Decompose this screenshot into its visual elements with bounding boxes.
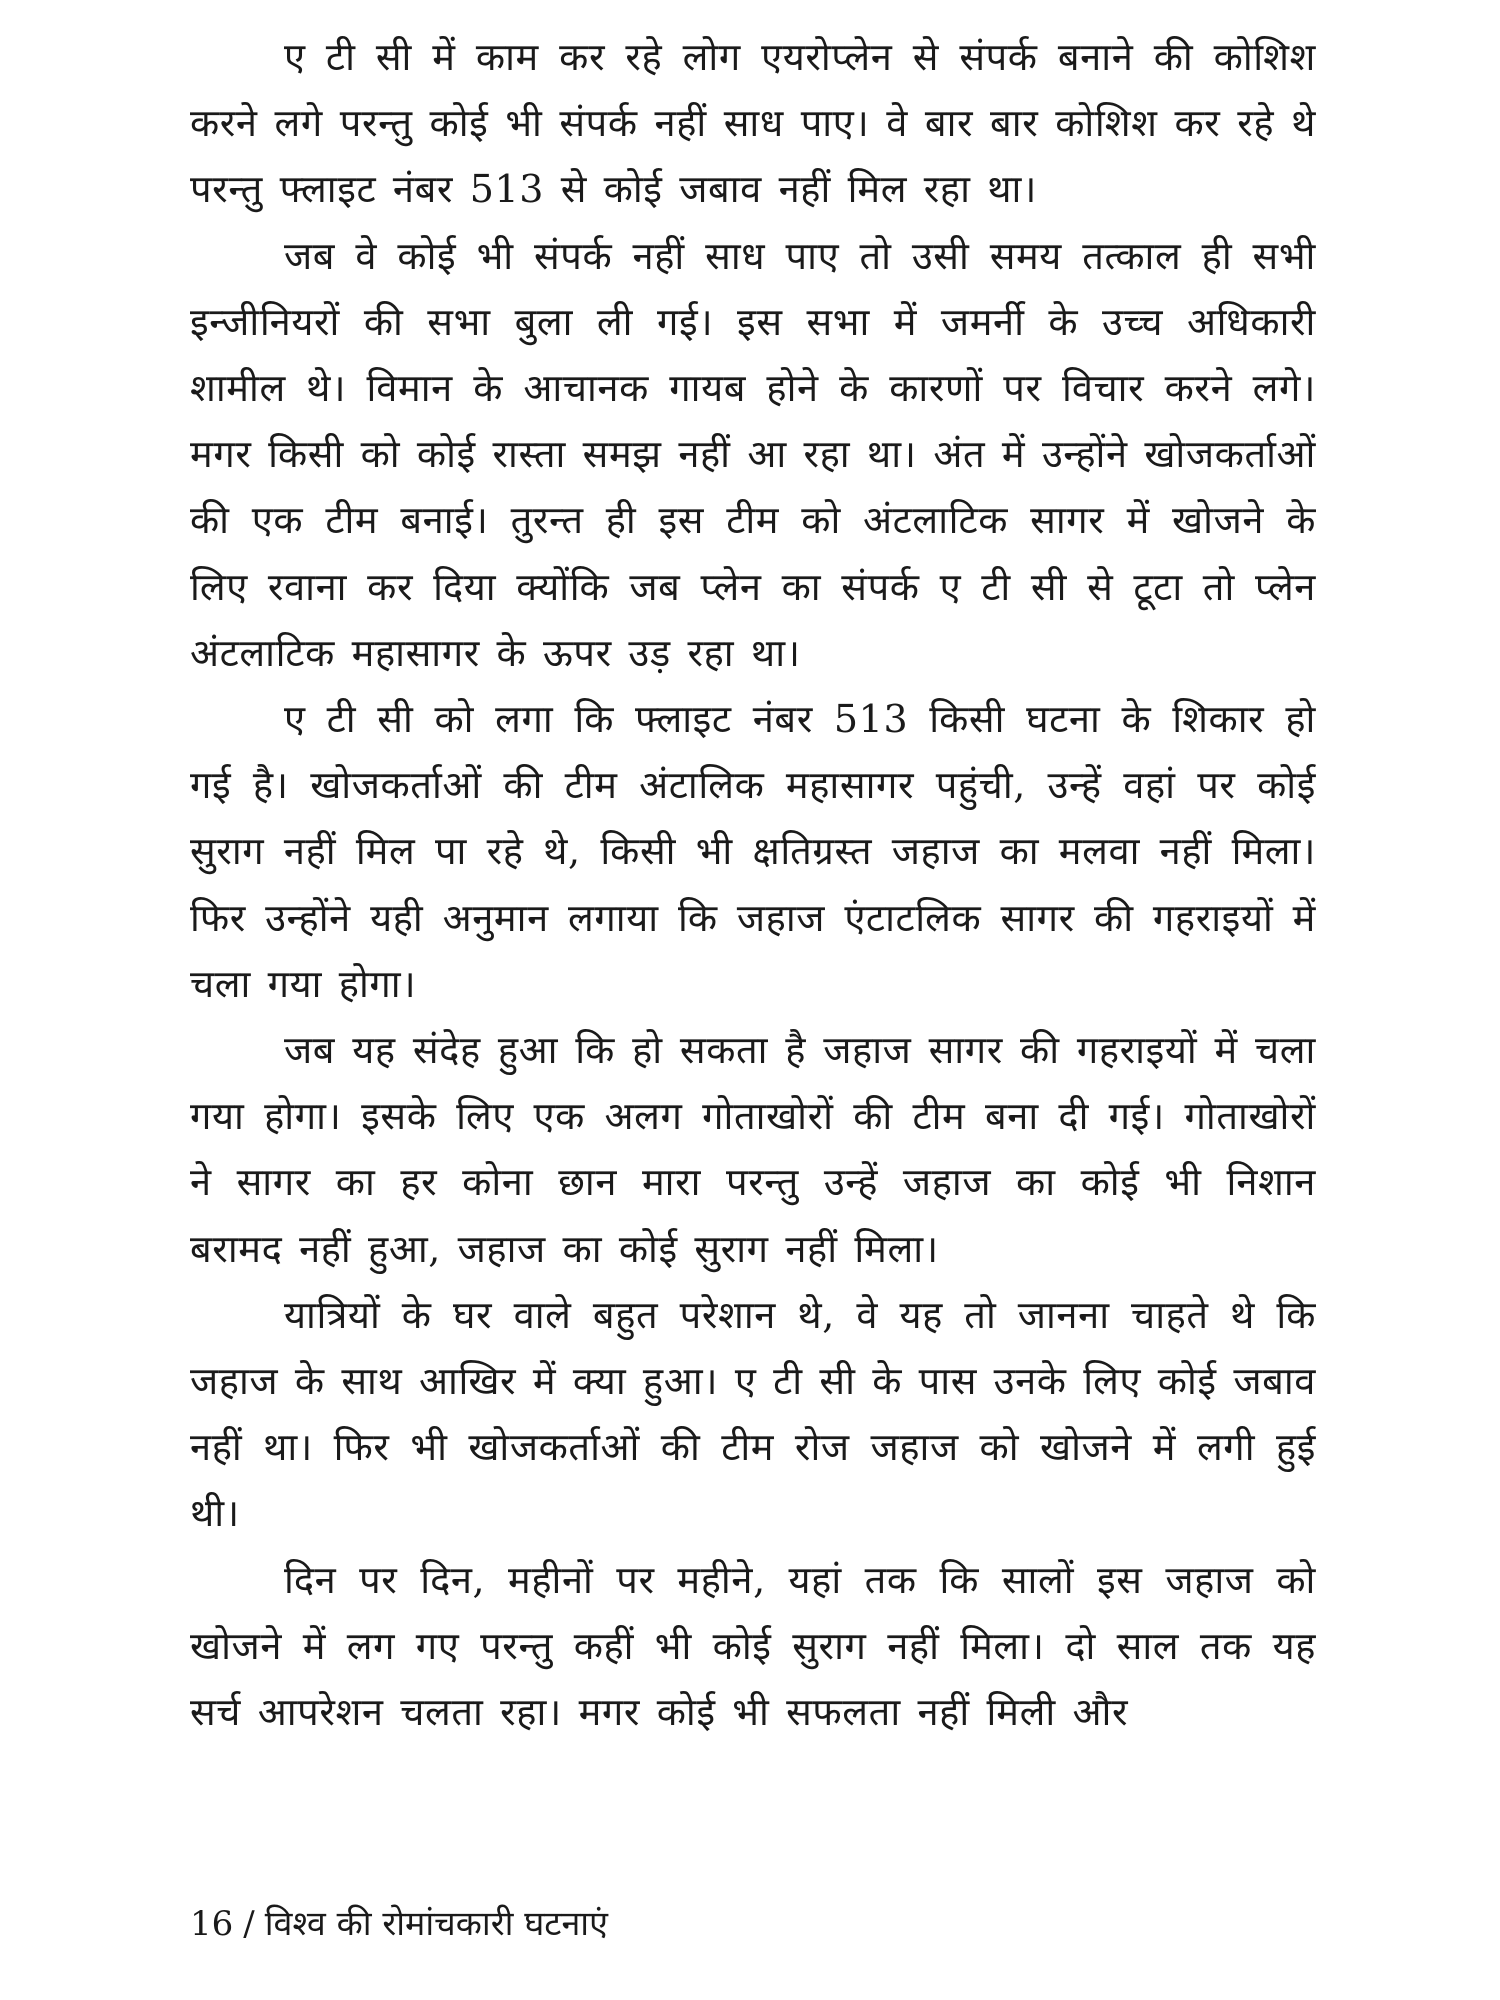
page-number: 16 <box>190 1904 234 1944</box>
paragraph-3: ए टी सी को लगा कि फ्लाइट नंबर 513 किसी घटना के शिकार हो गई है। खोजकर्ताओं की टीम अंटालिक महासागर पहुंची, उन्हें वहां पर कोई सुराग नहीं मिल पा रहे थे, किसी भी क्षतिग्रस्त जहाज का मलवा नहीं मिला। फिर उन्होंने यही अनुमान लगाया कि जहाज एंटाटलिक सागर की गहराइयों में चला गया होगा। <box>190 697 1316 1006</box>
page-footer <box>190 1900 608 1948</box>
paragraph-1: ए टी सी में काम कर रहे लोग एयरोप्लेन से संपर्क बनाने की कोशिश करने लगे परन्तु कोई भी संपर्क नहीं साध पाए। वे बार बार कोशिश कर रहे थे परन्तु फ्लाइट नंबर 513 से कोई जबाव नहीं मिल रहा था। <box>190 35 1316 212</box>
book-title: विश्व की रोमांचकारी घटनाएं <box>264 1904 608 1944</box>
footer-separator: / <box>243 1904 255 1944</box>
paragraph-4: जब यह संदेह हुआ कि हो सकता है जहाज सागर की गहराइयों में चला गया होगा। इसके लिए एक अलग गोताखोरों की टीम बना दी गई। गोताखोरों ने सागर का हर कोना छान मारा परन्तु उन्हें जहाज का कोई भी निशान बरामद नहीं हुआ, जहाज का कोई सुराग नहीं मिला। <box>190 1028 1316 1271</box>
paragraph-6: दिन पर दिन, महीनों पर महीने, यहां तक कि सालों इस जहाज को खोजने में लग गए परन्तु कहीं भी कोई सुराग नहीं मिला। दो साल तक यह सर्च आपरेशन चलता रहा। मगर कोई भी सफलता नहीं मिली और <box>190 1557 1316 1735</box>
paragraph-5: यात्रियों के घर वाले बहुत परेशान थे, वे यह तो जानना चाहते थे कि जहाज के साथ आखिर में क्या हुआ। ए टी सी के पास उनके लिए कोई जबाव नहीं था। फिर भी खोजकर्ताओं की टीम रोज जहाज को खोजने में लगी हुई थी। <box>190 1292 1316 1536</box>
paragraph-2: जब वे कोई भी संपर्क नहीं साध पाए तो उसी समय तत्काल ही सभी इन्जीनियरों की सभा बुला ली गई। इस सभा में जमर्नी के उच्च अधिकारी शामील थे। विमान के आचानक गायब होने के कारणों पर विचार करने लगे। मगर किसी को कोई रास्ता समझ नहीं आ रहा था। अंत में उन्होंने खोजकर्ताओं की एक टीम बनाई। तुरन्त ही इस टीम को अंटलाटिक सागर में खोजने के लिए रवाना कर दिया क्योंकि जब प्लेन का संपर्क ए टी सी से टूटा तो प्लेन अंटलाटिक महासागर के ऊपर उड़ रहा था। <box>190 233 1316 675</box>
page-body <box>190 24 1316 1884</box>
